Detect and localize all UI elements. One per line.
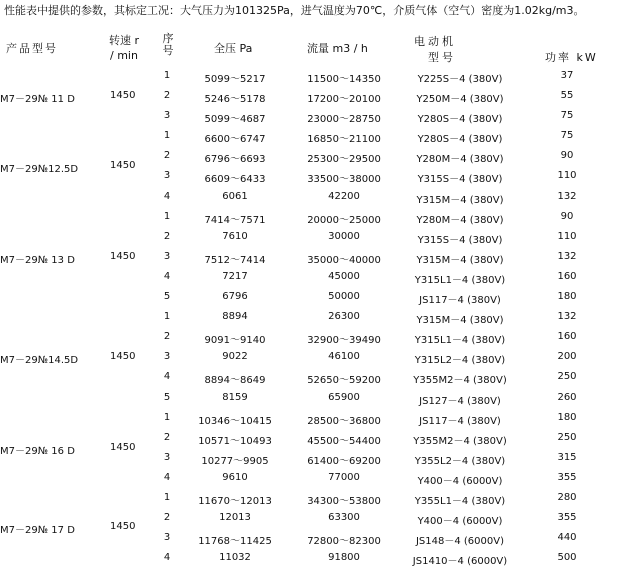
cell-seq: 4 xyxy=(163,471,171,483)
cell-flow: 77000 xyxy=(328,471,360,483)
cell-motor: Y315L2－4 (380V) xyxy=(414,355,506,367)
table-row xyxy=(0,248,620,268)
table-row xyxy=(0,389,620,409)
cell-seq: 1 xyxy=(163,70,171,81)
cell-motor: Y315M－4 (380V) xyxy=(416,194,504,206)
table-row xyxy=(0,188,620,208)
cell-seq: 3 xyxy=(163,351,171,363)
model-speed: 1450 xyxy=(110,90,136,101)
cell-pressure: 10277～9905 xyxy=(201,455,269,467)
model-name: M7－29№14.5D xyxy=(0,355,79,366)
cell-flow: 35000～40000 xyxy=(307,254,381,266)
cell-power: 200 xyxy=(557,351,577,363)
cell-power: 250 xyxy=(557,431,577,443)
cell-pressure: 6609～6433 xyxy=(204,174,266,186)
cell-power: 500 xyxy=(557,552,577,564)
cell-flow: 32900～39490 xyxy=(307,335,381,347)
table-row xyxy=(0,228,620,248)
header-pressure: 全压 Pa xyxy=(214,42,253,55)
model-name: M7－29№ 13 D xyxy=(0,255,75,266)
cell-seq: 1 xyxy=(163,210,171,222)
cell-power: 110 xyxy=(557,170,577,182)
cell-power: 132 xyxy=(557,250,577,262)
table-row xyxy=(0,268,620,288)
cell-power: 132 xyxy=(557,311,577,323)
calibration-note: 性能表中提供的参数，其标定工况：大气压力为101325Pa，进气温度为70℃，介质气体（空气）密度为1.02kg/m3。 xyxy=(4,4,585,17)
cell-flow: 26300 xyxy=(328,311,360,323)
cell-motor: JS117－4 (380V) xyxy=(419,295,501,307)
cell-seq: 4 xyxy=(163,371,171,383)
table-row xyxy=(0,328,620,348)
cell-seq: 1 xyxy=(163,311,171,323)
cell-pressure: 7217 xyxy=(222,270,248,282)
table-row xyxy=(0,409,620,429)
cell-power: 90 xyxy=(560,210,574,222)
table-row xyxy=(0,469,620,489)
cell-power: 315 xyxy=(557,451,577,463)
model-name: M7－29№ 16 D xyxy=(0,446,75,457)
model-speed: 1450 xyxy=(110,251,136,262)
cell-pressure: 10346～10415 xyxy=(198,415,272,427)
cell-motor: Y355L1－4 (380V) xyxy=(414,495,506,507)
cell-seq: 4 xyxy=(163,552,171,564)
table-row xyxy=(0,449,620,469)
cell-seq: 2 xyxy=(163,331,171,343)
cell-pressure: 11768～11425 xyxy=(198,536,272,548)
cell-flow: 28500～36800 xyxy=(307,415,381,427)
cell-power: 110 xyxy=(557,230,577,242)
cell-motor: Y315M－4 (380V) xyxy=(416,254,504,266)
cell-power: 90 xyxy=(560,150,574,162)
cell-pressure: 5099～4687 xyxy=(204,114,266,126)
header-speed-line1: 转速 r xyxy=(108,34,140,47)
table-row xyxy=(0,67,620,87)
model-speed: 1450 xyxy=(110,442,136,453)
cell-flow: 46100 xyxy=(328,351,360,363)
cell-flow: 45500～54400 xyxy=(307,435,381,447)
cell-motor: Y315L1－4 (380V) xyxy=(414,274,506,286)
cell-seq: 3 xyxy=(163,451,171,463)
cell-seq: 1 xyxy=(163,491,171,503)
cell-flow: 11500～14350 xyxy=(307,74,381,85)
performance-table xyxy=(0,67,620,569)
cell-flow: 34300～53800 xyxy=(307,495,381,507)
model-name: M7－29№12.5D xyxy=(0,164,79,175)
header-seq xyxy=(161,33,175,57)
header-speed-line2: / min xyxy=(110,49,138,62)
cell-power: 250 xyxy=(557,371,577,383)
header-flow: 流量 m3 / h xyxy=(307,42,368,55)
cell-seq: 3 xyxy=(163,532,171,544)
cell-pressure: 8159 xyxy=(222,391,248,403)
cell-pressure: 9610 xyxy=(222,471,248,483)
cell-flow: 23000～28750 xyxy=(307,114,381,126)
table-row xyxy=(0,348,620,368)
header-power: 功率 kW xyxy=(545,51,598,64)
table-row xyxy=(0,208,620,228)
table-row xyxy=(0,368,620,388)
cell-seq: 2 xyxy=(163,431,171,443)
cell-pressure: 5246～5178 xyxy=(204,94,266,106)
table-row xyxy=(0,308,620,328)
cell-motor: Y225S－4 (380V) xyxy=(417,74,503,85)
cell-seq: 4 xyxy=(163,270,171,282)
cell-motor: JS117－4 (380V) xyxy=(419,415,501,427)
cell-motor: Y315S－4 (380V) xyxy=(417,174,503,186)
cell-power: 160 xyxy=(557,331,577,343)
cell-flow: 25300～29500 xyxy=(307,154,381,166)
cell-motor: Y280S－4 (380V) xyxy=(417,114,503,126)
cell-pressure: 6796 xyxy=(222,291,248,303)
cell-motor: Y280S－4 (380V) xyxy=(417,134,503,146)
header-speed xyxy=(103,33,145,63)
cell-motor: Y280M－4 (380V) xyxy=(416,214,504,226)
model-speed: 1450 xyxy=(110,351,136,362)
cell-power: 260 xyxy=(557,391,577,403)
cell-seq: 5 xyxy=(163,291,171,303)
table-row xyxy=(0,529,620,549)
cell-power: 180 xyxy=(557,291,577,303)
cell-pressure: 9091～9140 xyxy=(204,335,266,347)
cell-seq: 4 xyxy=(163,190,171,202)
cell-motor: JS1410－4 (6000V) xyxy=(412,556,508,568)
cell-flow: 16850～21100 xyxy=(307,134,381,146)
cell-power: 75 xyxy=(560,130,574,142)
cell-pressure: 11670～12013 xyxy=(198,495,272,507)
cell-motor: Y315L1－4 (380V) xyxy=(414,335,506,347)
cell-motor: JS127－4 (380V) xyxy=(419,395,501,407)
cell-flow: 33500～38000 xyxy=(307,174,381,186)
cell-pressure: 7414～7571 xyxy=(204,214,266,226)
cell-pressure: 6600～6747 xyxy=(204,134,266,146)
table-row xyxy=(0,509,620,529)
table-row xyxy=(0,107,620,127)
cell-motor: Y400－4 (6000V) xyxy=(417,475,503,487)
cell-power: 132 xyxy=(557,190,577,202)
cell-flow: 72800～82300 xyxy=(307,536,381,548)
header-seq-line2: 号 xyxy=(162,44,174,57)
cell-motor: Y250M－4 (380V) xyxy=(416,94,504,106)
header-model: 产品型号 xyxy=(6,42,58,55)
cell-flow: 45000 xyxy=(328,270,360,282)
cell-motor: Y315M－4 (380V) xyxy=(416,315,504,327)
cell-pressure: 7512～7414 xyxy=(204,254,266,266)
cell-pressure: 10571～10493 xyxy=(198,435,272,447)
cell-pressure: 6061 xyxy=(222,190,248,202)
cell-power: 37 xyxy=(560,70,574,81)
cell-power: 355 xyxy=(557,512,577,524)
header-motor: 电动机 xyxy=(414,35,456,48)
cell-motor: JS148－4 (6000V) xyxy=(415,536,505,548)
cell-motor: Y400－4 (6000V) xyxy=(417,516,503,528)
header-motor-type: 型号 xyxy=(428,51,456,64)
cell-pressure: 6796～6693 xyxy=(204,154,266,166)
table-row xyxy=(0,167,620,187)
cell-seq: 2 xyxy=(163,512,171,524)
cell-motor: Y315S－4 (380V) xyxy=(417,234,503,246)
model-speed: 1450 xyxy=(110,521,136,532)
cell-motor: Y355M2－4 (380V) xyxy=(413,435,507,447)
cell-pressure: 5099～5217 xyxy=(204,74,266,85)
cell-seq: 3 xyxy=(163,110,171,122)
model-name: M7－29№ 11 D xyxy=(0,94,75,105)
cell-flow: 42200 xyxy=(328,190,360,202)
table-row xyxy=(0,87,620,107)
cell-motor: Y355M2－4 (380V) xyxy=(413,375,507,387)
cell-motor: Y355L2－4 (380V) xyxy=(414,455,506,467)
model-speed: 1450 xyxy=(110,160,136,171)
cell-flow: 52650～59200 xyxy=(307,375,381,387)
cell-seq: 3 xyxy=(163,250,171,262)
cell-flow: 61400～69200 xyxy=(307,455,381,467)
cell-seq: 3 xyxy=(163,170,171,182)
model-name: M7－29№ 17 D xyxy=(0,525,75,536)
cell-flow: 17200～20100 xyxy=(307,94,381,106)
cell-power: 355 xyxy=(557,471,577,483)
cell-seq: 2 xyxy=(163,150,171,162)
cell-power: 280 xyxy=(557,491,577,503)
cell-pressure: 12013 xyxy=(219,512,251,524)
cell-pressure: 8894 xyxy=(222,311,248,323)
table-row xyxy=(0,489,620,509)
header-seq-line1: 序 xyxy=(162,32,174,45)
cell-pressure: 9022 xyxy=(222,351,248,363)
cell-motor: Y280M－4 (380V) xyxy=(416,154,504,166)
cell-power: 440 xyxy=(557,532,577,544)
cell-seq: 5 xyxy=(163,391,171,403)
table-row xyxy=(0,288,620,308)
cell-power: 160 xyxy=(557,270,577,282)
cell-power: 180 xyxy=(557,411,577,423)
cell-seq: 2 xyxy=(163,90,171,102)
cell-pressure: 7610 xyxy=(222,230,248,242)
cell-pressure: 11032 xyxy=(219,552,251,564)
cell-seq: 1 xyxy=(163,411,171,423)
table-row xyxy=(0,549,620,569)
cell-flow: 91800 xyxy=(328,552,360,564)
cell-pressure: 8894～8649 xyxy=(204,375,266,387)
table-row xyxy=(0,147,620,167)
cell-power: 75 xyxy=(560,110,574,122)
cell-flow: 50000 xyxy=(328,291,360,303)
cell-flow: 30000 xyxy=(328,230,360,242)
cell-flow: 20000～25000 xyxy=(307,214,381,226)
table-row xyxy=(0,429,620,449)
cell-flow: 63300 xyxy=(328,512,360,524)
cell-power: 55 xyxy=(560,90,574,102)
cell-seq: 2 xyxy=(163,230,171,242)
cell-flow: 65900 xyxy=(328,391,360,403)
cell-seq: 1 xyxy=(163,130,171,142)
table-row xyxy=(0,127,620,147)
